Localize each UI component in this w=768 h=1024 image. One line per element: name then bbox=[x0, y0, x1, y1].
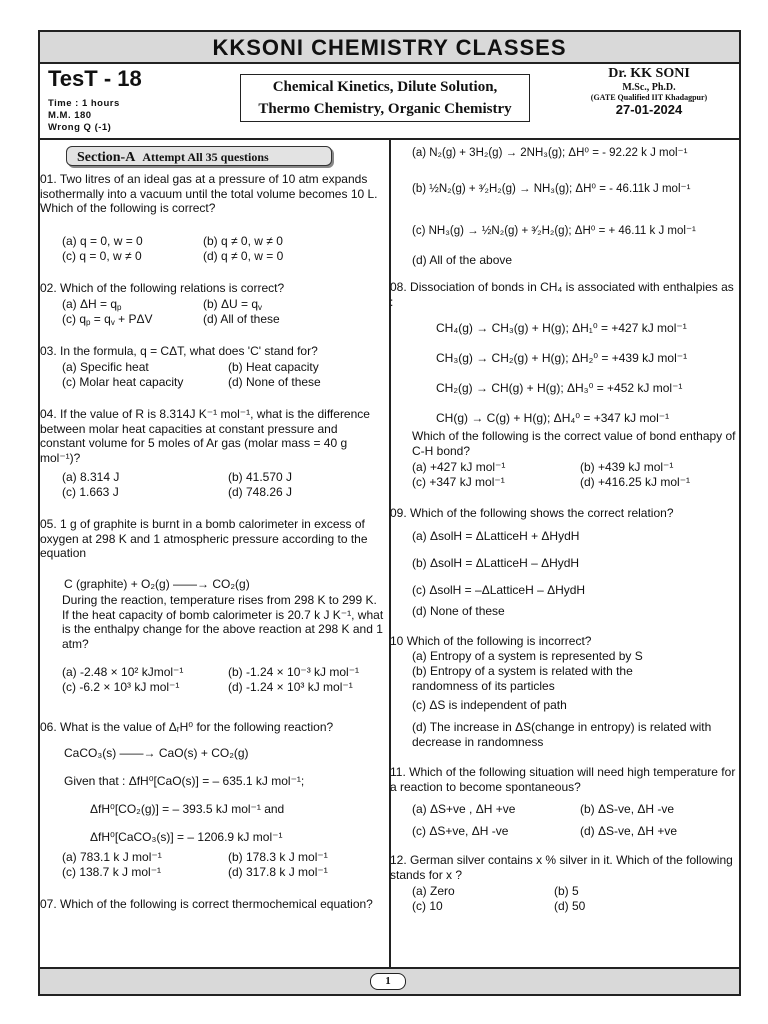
option-b: (b) $\Delta U = q_v$ bbox=[203, 297, 263, 312]
question-1 bbox=[40, 172, 388, 216]
page-number: 1 bbox=[370, 973, 406, 990]
dissociation-step-4: CH(g) → C(g) + H(g); ΔH₄⁰ = +347 kJ mol⁻¹ bbox=[436, 411, 670, 425]
option-a: (a) $\Delta H = q_p$ bbox=[62, 297, 122, 312]
question-number: 04. bbox=[40, 407, 57, 421]
teacher-degree: M.Sc., Ph.D. bbox=[622, 82, 676, 93]
question-5 bbox=[40, 517, 388, 561]
question-12 bbox=[390, 853, 742, 882]
option-d: (d) None of these bbox=[412, 604, 505, 618]
dissociation-step-1: CH₄(g) → CH₃(g) + H(g); ΔH₁⁰ = +427 kJ mol⁻¹ bbox=[436, 321, 687, 335]
question-4 bbox=[40, 407, 388, 465]
option-b: (b) Heat capacity bbox=[228, 360, 319, 374]
question-text: Two litres of an ideal gas at a pressure of 10 atm expands isothermally into a vacuum until the total volume becomes 10 L. Which of the following is correct? bbox=[40, 172, 378, 215]
option-a: (a) 783.1 k J mol⁻¹ bbox=[62, 850, 162, 864]
question-number: 03. bbox=[40, 344, 57, 358]
combustion-equation: C (graphite) + O₂(g) ——→ CO₂(g) bbox=[64, 577, 250, 591]
option-a: (a) Zero bbox=[412, 884, 455, 898]
question-7 bbox=[40, 897, 388, 912]
question-number: 01. bbox=[40, 172, 57, 186]
option-d: (d) The increase in ΔS(change in entropy) is related with decrease in randomness bbox=[412, 720, 712, 749]
option-d: (d) ΔS-ve, ΔH +ve bbox=[580, 824, 678, 838]
max-marks: M.M. 180 bbox=[48, 110, 92, 121]
option-b: (b) ΔS-ve, ΔH -ve bbox=[580, 802, 675, 816]
section-label: Section-A bbox=[77, 150, 136, 165]
question-text: What is the value of ΔᵣH⁰ for the following reaction? bbox=[60, 720, 334, 734]
option-a: (a) ΔsolH = ΔLatticeH + ΔHydH bbox=[412, 529, 580, 543]
question-3 bbox=[40, 344, 388, 359]
option-b: (b) ½N₂(g) + ³⁄₂H₂(g) → NH₃(g); ΔH⁰ = - 46.11k J mol⁻¹ bbox=[412, 183, 691, 195]
question-5-continued: During the reaction, temperature rises from 298 K to 299 K. If the heat capacity of bomb calorimeter is 20.7 k J K⁻¹, what is the enthalpy change for the above reaction at 298 K and 1 atm? bbox=[62, 593, 384, 651]
test-paper-page bbox=[38, 30, 741, 996]
option-a: (a) +427 kJ mol⁻¹ bbox=[412, 460, 506, 474]
reaction-equation: CaCO₃(s) ——→ CaO(s) + CO₂(g) bbox=[64, 746, 249, 760]
option-a: (a) q = 0, w = 0 bbox=[62, 234, 143, 248]
option-c: (c) +347 kJ mol⁻¹ bbox=[412, 475, 505, 489]
question-text: Dissociation of bonds in CH₄ is associated with enthalpies as : bbox=[390, 280, 734, 309]
option-b: (b) -1.24 × 10⁻³ kJ mol⁻¹ bbox=[228, 665, 360, 679]
question-number: 09. bbox=[390, 506, 407, 520]
question-number: 08. bbox=[390, 280, 407, 294]
teacher-info bbox=[569, 66, 729, 117]
option-b: (b) q ≠ 0, w ≠ 0 bbox=[203, 234, 283, 248]
negative-marking: Wrong Q (-1) bbox=[48, 122, 112, 133]
option-d: (d) 50 bbox=[554, 899, 586, 913]
page-footer bbox=[40, 967, 739, 994]
section-instruction: Attempt All 35 questions bbox=[142, 150, 269, 164]
option-c: (c) Molar heat capacity bbox=[62, 375, 184, 389]
question-8 bbox=[390, 280, 742, 309]
subject-line-2: Thermo Chemistry, Organic Chemistry bbox=[258, 101, 512, 117]
teacher-name: Dr. KK SONI bbox=[608, 66, 690, 81]
time-limit: Time : 1 hours bbox=[48, 98, 120, 109]
option-a: (a) Specific heat bbox=[62, 360, 149, 374]
option-b: (b) ΔsolH = ΔLatticeH – ΔHydH bbox=[412, 556, 580, 570]
question-text: If the value of R is 8.314J K⁻¹ mol⁻¹, what is the difference between molar heat capacities at constant pressure and constant volume for 5 moles of Ar gas (molar mass = 40 g mol⁻¹)? bbox=[40, 407, 370, 465]
option-b: (b) 41.570 J bbox=[228, 470, 293, 484]
option-a: (a) Entropy of a system is represented by S bbox=[412, 649, 643, 663]
option-a: (a) 8.314 J bbox=[62, 470, 120, 484]
option-c: (c) -6.2 × 10³ kJ mol⁻¹ bbox=[62, 680, 180, 694]
option-c: (c) q = 0, w ≠ 0 bbox=[62, 249, 142, 263]
question-number: 12. bbox=[390, 853, 407, 867]
dissociation-step-2: CH₃(g) → CH₂(g) + H(g); ΔH₂⁰ = +439 kJ mol⁻¹ bbox=[436, 351, 688, 365]
option-a: (a) ΔS+ve , ΔH +ve bbox=[412, 802, 516, 816]
option-c: (c) ΔS is independent of path bbox=[412, 698, 567, 712]
given-caco3: ΔfH⁰[CaCO₃(s)] = – 1206.9 kJ mol⁻¹ bbox=[90, 830, 283, 844]
question-text: Which of the following shows the correct relation? bbox=[410, 506, 674, 520]
question-6 bbox=[40, 720, 388, 735]
question-text: 1 g of graphite is burnt in a bomb calorimeter in excess of oxygen at 298 K and 1 atmospheric pressure according to the equation bbox=[40, 517, 368, 560]
institute-title: KKSONI CHEMISTRY CLASSES bbox=[40, 32, 739, 64]
teacher-note: (GATE Qualified IIT Khadagpur) bbox=[590, 93, 708, 102]
option-c: (c) NH₃(g) → ½N₂(g) + ³⁄₂H₂(g); ΔH⁰ = + 46.11 k J mol⁻¹ bbox=[412, 225, 696, 237]
option-b: (b) 5 bbox=[554, 884, 579, 898]
question-number: 05. bbox=[40, 517, 57, 531]
section-banner bbox=[66, 146, 332, 166]
dissociation-step-3: CH₂(g) → CH(g) + H(g); ΔH₃⁰ = +452 kJ mol⁻¹ bbox=[436, 381, 683, 395]
option-c: (c) ΔsolH = –ΔLatticeH – ΔHydH bbox=[412, 583, 586, 597]
question-text: Which of the following is correct thermochemical equation? bbox=[60, 897, 373, 911]
question-number: 10 bbox=[390, 634, 404, 648]
question-number: 02. bbox=[40, 281, 57, 295]
given-co2: ΔfH⁰[CO₂(g)] = – 393.5 kJ mol⁻¹ and bbox=[90, 802, 285, 816]
option-d: (d) -1.24 × 10³ kJ mol⁻¹ bbox=[228, 680, 353, 694]
question-9 bbox=[390, 506, 742, 521]
option-b: (b) Entropy of a system is related with the randomness of its particles bbox=[412, 664, 633, 693]
option-d: (d) All of the above bbox=[412, 253, 513, 267]
test-name: TesT - 18 bbox=[48, 66, 142, 91]
question-text: Which of the following situation will need high temperature for a reaction to become spontaneous? bbox=[390, 765, 736, 794]
subject-box bbox=[240, 74, 530, 122]
option-d: (d) 317.8 k J mol⁻¹ bbox=[228, 865, 328, 879]
option-c: (c) ΔS+ve, ΔH -ve bbox=[412, 824, 509, 838]
option-c: (c) 10 bbox=[412, 899, 443, 913]
option-d: (d) None of these bbox=[228, 375, 321, 389]
option-d: (d) 748.26 J bbox=[228, 485, 293, 499]
option-a: (a) N₂(g) + 3H₂(g) → 2NH₃(g); ΔH⁰ = - 92.22 k J mol⁻¹ bbox=[412, 147, 688, 159]
question-8-continued: Which of the following is the correct value of bond enthapy of C-H bond? bbox=[412, 429, 736, 458]
question-text: In the formula, q = CΔT, what does 'C' stand for? bbox=[60, 344, 318, 358]
question-10 bbox=[390, 634, 742, 649]
question-11 bbox=[390, 765, 742, 794]
option-d: (d) +416.25 kJ mol⁻¹ bbox=[580, 475, 691, 489]
option-b: (b) +439 kJ mol⁻¹ bbox=[580, 460, 674, 474]
given-cao: Given that : ΔfH⁰[CaO(s)] = – 635.1 kJ mol⁻¹; bbox=[64, 774, 305, 788]
question-text: German silver contains x % silver in it. Which of the following stands for x ? bbox=[390, 853, 733, 882]
question-2 bbox=[40, 281, 388, 296]
option-c: (c) 138.7 k J mol⁻¹ bbox=[62, 865, 162, 879]
question-number: 11. bbox=[390, 765, 406, 779]
test-header bbox=[40, 64, 739, 140]
subject-line-1: Chemical Kinetics, Dilute Solution, bbox=[272, 79, 498, 95]
test-date: 27-01-2024 bbox=[615, 102, 683, 117]
option-d: (d) q ≠ 0, w = 0 bbox=[203, 249, 284, 263]
question-text: Which of the following is incorrect? bbox=[406, 634, 592, 648]
option-b: (b) 178.3 k J mol⁻¹ bbox=[228, 850, 328, 864]
option-c: (c) 1.663 J bbox=[62, 485, 119, 499]
question-text: Which of the following relations is correct? bbox=[60, 281, 285, 295]
question-number: 07. bbox=[40, 897, 57, 911]
question-number: 06. bbox=[40, 720, 57, 734]
option-c: (c) $q_p = q_v + P\Delta V$ bbox=[62, 312, 153, 327]
column-divider bbox=[389, 140, 391, 969]
option-d: (d) All of these bbox=[203, 312, 280, 326]
option-a: (a) -2.48 × 10² kJmol⁻¹ bbox=[62, 665, 184, 679]
